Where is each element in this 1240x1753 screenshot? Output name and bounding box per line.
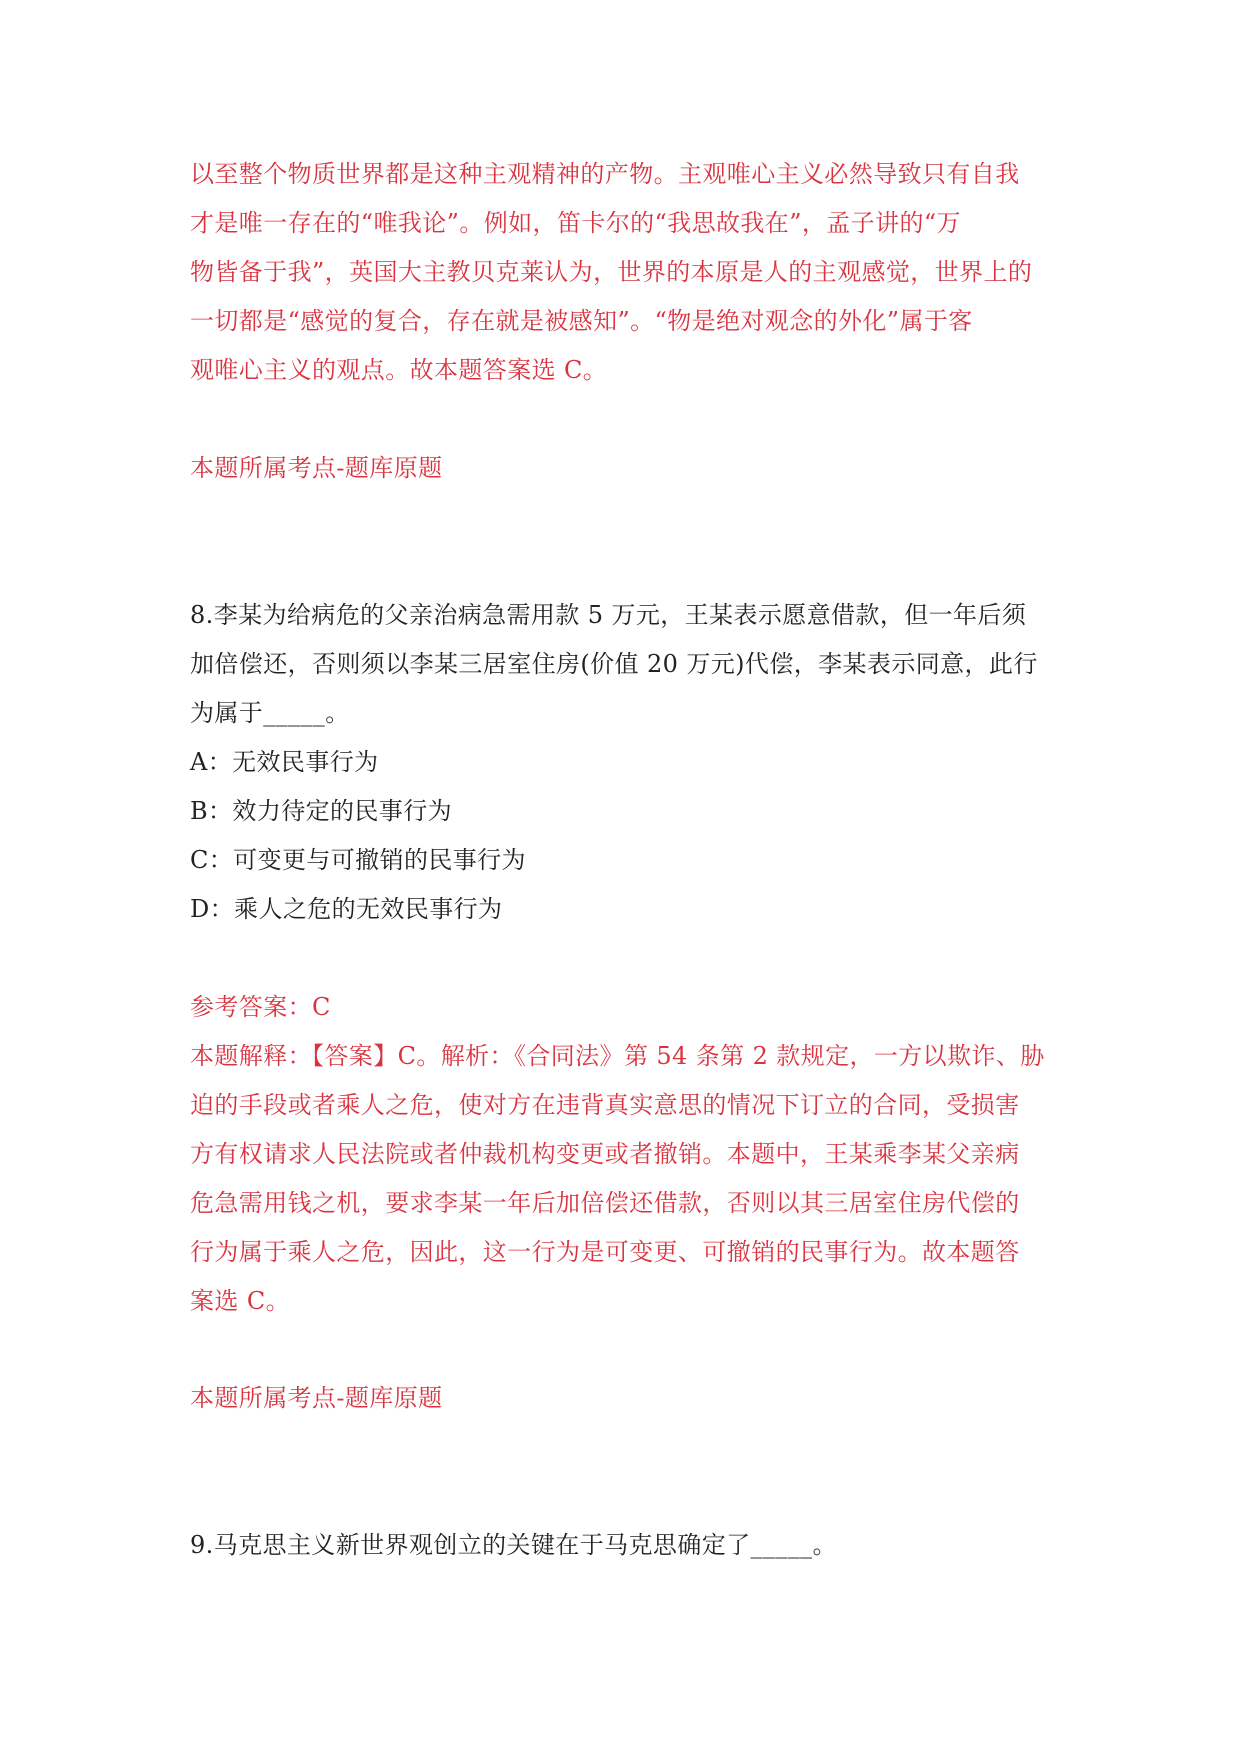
q8-knowledge-point: 本题所属考点-题库原题 <box>190 1384 443 1412</box>
q9-stem: 9.马克思主义新世界观创立的关键在于马克思确定了_____。 <box>190 1531 837 1559</box>
q8-stem-line-1: 8.李某为给病危的父亲治病急需用款 5 万元，王某表示愿意借款，但一年后须 <box>190 601 1027 629</box>
q8-answer: 参考答案：C <box>190 993 331 1021</box>
q8-explanation-line-4: 危急需用钱之机，要求李某一年后加倍偿还借款，否则以其三居室住房代偿的 <box>190 1189 1020 1217</box>
q8-option-a: A：无效民事行为 <box>190 748 379 776</box>
q7-explanation-line-1: 以至整个物质世界都是这种主观精神的产物。主观唯心主义必然导致只有自我 <box>190 160 1020 188</box>
q7-knowledge-point: 本题所属考点-题库原题 <box>190 454 443 482</box>
q8-explanation-line-2: 迫的手段或者乘人之危，使对方在违背真实意思的情况下订立的合同，受损害 <box>190 1091 1020 1119</box>
q8-explanation-line-3: 方有权请求人民法院或者仲裁机构变更或者撤销。本题中，王某乘李某父亲病 <box>190 1140 1020 1168</box>
q8-stem-line-2: 加倍偿还，否则须以李某三居室住房(价值 20 万元)代偿，李某表示同意，此行 <box>190 650 1038 678</box>
q7-explanation-line-3: 物皆备于我”，英国大主教贝克莱认为，世界的本原是人的主观感觉，世界上的 <box>190 258 1033 286</box>
q8-stem-line-3: 为属于_____。 <box>190 699 350 727</box>
q7-explanation-line-5: 观唯心主义的观点。故本题答案选 C。 <box>190 356 608 384</box>
q8-explanation-line-6: 案选 C。 <box>190 1287 290 1315</box>
q8-explanation-line-5: 行为属于乘人之危，因此，这一行为是可变更、可撤销的民事行为。故本题答 <box>190 1238 1020 1266</box>
q8-option-b: B：效力待定的民事行为 <box>190 797 453 825</box>
q8-option-d: D：乘人之危的无效民事行为 <box>190 895 503 923</box>
q7-explanation-line-2: 才是唯一存在的“唯我论”。例如，笛卡尔的“我思故我在”，孟子讲的“万 <box>190 209 961 237</box>
q8-explanation-line-1: 本题解释：【答案】C。解析：《合同法》第 54 条第 2 款规定，一方以欺诈、胁 <box>190 1042 1045 1070</box>
q7-explanation-line-4: 一切都是“感觉的复合，存在就是被感知”。“物是绝对观念的外化”属于客 <box>190 307 973 335</box>
q8-option-c: C：可变更与可撤销的民事行为 <box>190 846 526 874</box>
